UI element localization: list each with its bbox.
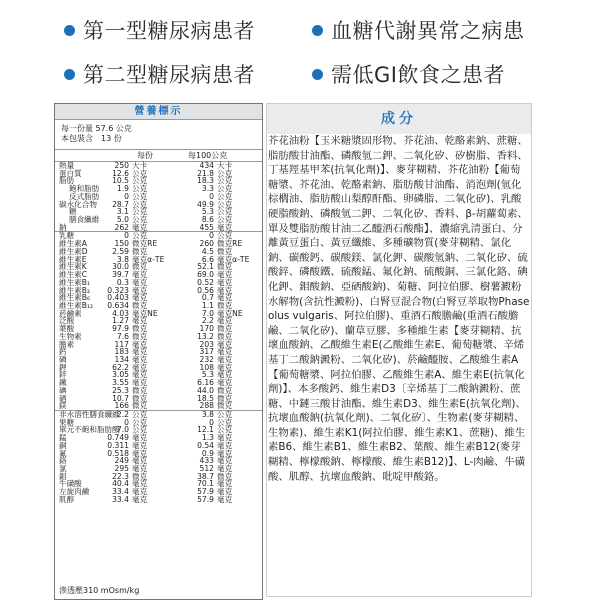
unit-per-serving: 毫克	[132, 354, 148, 364]
bullet-icon	[312, 25, 323, 36]
serving-info	[55, 120, 262, 150]
value-per-serving: 39.7	[112, 270, 129, 280]
value-per-serving: 33.4	[112, 494, 129, 504]
value-per-100g: 18.5	[197, 393, 214, 403]
nutrient-name: 葉酸	[59, 324, 75, 334]
unit-per-serving: 公克	[132, 207, 148, 217]
value-per-serving: 0	[124, 417, 129, 427]
nutrient-name: 碳水化合物	[59, 199, 97, 209]
value-per-serving: 3.8	[116, 254, 129, 264]
value-per-100g: 69.0	[197, 270, 214, 280]
unit-per-serving: 微克RE	[132, 239, 158, 249]
value-per-serving: 250	[114, 161, 129, 170]
value-per-100g: 0	[209, 191, 214, 201]
bullet-icon	[64, 69, 75, 80]
value-per-serving: 4.03	[112, 308, 129, 318]
value-per-100g: 0.7	[201, 293, 214, 303]
unit-per-serving: 毫克	[132, 464, 148, 474]
unit-per-100g: 毫克	[217, 370, 233, 380]
value-per-100g: 70.1	[197, 479, 214, 489]
unit-per-100g: 毫克	[217, 354, 233, 364]
value-per-100g: 1.1	[201, 300, 214, 310]
unit-per-serving: 毫克	[132, 456, 148, 466]
unit-per-serving: 毫克	[132, 285, 148, 295]
unit-per-serving: 微克	[132, 393, 148, 403]
unit-per-100g: 微克	[217, 262, 233, 272]
unit-per-serving: 毫克	[132, 440, 148, 450]
unit-per-serving: 毫克	[132, 347, 148, 357]
unit-per-100g: 微克	[217, 385, 233, 395]
value-per-100g: 0.9	[201, 448, 214, 458]
value-per-100g: 0	[209, 417, 214, 427]
unit-per-100g: 毫克	[217, 285, 233, 295]
value-per-100g: 3.8	[201, 410, 214, 419]
unit-per-100g: 公克	[217, 176, 233, 186]
value-per-serving: 0.518	[107, 448, 129, 458]
nutrient-name: 膳食纖維	[69, 215, 100, 225]
unit-per-100g: 微克	[217, 393, 233, 403]
unit-per-100g: 毫克	[217, 378, 233, 388]
value-per-serving: 0.634	[107, 300, 129, 310]
value-per-100g: 4.5	[201, 246, 214, 256]
nutrient-name: 氯	[59, 464, 67, 474]
target-group-item: 需低GI飲食之患者	[312, 62, 505, 88]
nutrient-name: 維生素B₁	[59, 277, 91, 287]
value-per-100g: 433	[199, 456, 214, 466]
nutrient-name: 菸鹼素	[59, 308, 82, 318]
value-per-100g: 108	[199, 362, 214, 372]
unit-per-100g: 毫克	[217, 293, 233, 303]
unit-per-100g: 公克	[217, 191, 233, 201]
value-per-serving: 0.749	[107, 433, 129, 443]
unit-per-serving: 毫克	[132, 448, 148, 458]
unit-per-100g: 公克	[217, 417, 233, 427]
unit-per-100g: 毫克	[217, 347, 233, 357]
value-per-serving: 7.0	[116, 425, 129, 435]
unit-per-serving: 微克	[132, 262, 148, 272]
unit-per-100g: 微克	[217, 331, 233, 341]
nutrient-name: 硒	[59, 393, 67, 403]
value-per-100g: 7.0	[201, 308, 214, 318]
nutrient-name: 左旋肉鹼	[59, 487, 90, 497]
nutrition-title: 營養標示	[55, 104, 262, 120]
nutrient-name: 牛磺酸	[59, 479, 82, 489]
value-per-100g: 13.2	[197, 331, 214, 341]
nutrient-name: 維生素B₂	[59, 285, 91, 295]
unit-per-100g: 毫克	[217, 487, 233, 497]
nutrient-name: 鋅	[59, 370, 67, 380]
value-per-100g: 5.3	[201, 207, 214, 217]
nutrient-name: 維生素E	[59, 254, 87, 264]
unit-per-100g: 微克	[217, 324, 233, 334]
servings-per-package: 本包裝含 13 份	[61, 134, 122, 143]
target-group-list	[0, 0, 600, 92]
value-per-serving: 295	[114, 464, 129, 474]
unit-per-serving: 微克	[132, 324, 148, 334]
value-per-100g: 38.7	[197, 471, 214, 481]
unit-per-serving: 公克	[132, 215, 148, 225]
unit-per-100g: 毫克	[217, 362, 233, 372]
unit-per-serving: 毫克	[132, 378, 148, 388]
value-per-100g: 18.3	[197, 176, 214, 186]
nutrition-facts-panel	[54, 103, 263, 600]
value-per-serving: 62.2	[112, 362, 129, 372]
nutrient-name: 碘	[59, 385, 67, 395]
unit-per-100g: 公克	[217, 199, 233, 209]
unit-per-100g: 微克	[217, 300, 233, 310]
unit-per-serving: 公克	[132, 231, 148, 241]
value-per-serving: 25.3	[112, 385, 129, 395]
value-per-100g: 232	[199, 354, 214, 364]
value-per-100g: 0.52	[197, 277, 214, 287]
value-per-100g: 12.1	[197, 425, 214, 435]
value-per-100g: 5.3	[201, 370, 214, 380]
nutrient-name: 反式脂肪	[69, 191, 100, 201]
nutrient-name: 果糖	[59, 417, 75, 427]
nutrient-name: 泛酸	[59, 316, 75, 326]
value-per-serving: 7.6	[116, 331, 129, 341]
value-per-serving: 0.3	[116, 277, 129, 287]
unit-per-100g: 毫克	[217, 433, 233, 443]
value-per-serving: 0.323	[107, 285, 129, 295]
unit-per-serving: 微克	[132, 246, 148, 256]
value-per-serving: 0.311	[107, 440, 129, 450]
value-per-100g: 434	[199, 161, 214, 170]
value-per-serving: 10.5	[112, 176, 129, 186]
nutrient-name: 鈉	[59, 222, 67, 232]
unit-per-serving: 毫克	[132, 316, 148, 326]
unit-per-100g: 公克	[217, 231, 233, 241]
value-per-serving: 97.9	[112, 324, 129, 334]
unit-per-serving: 微克	[132, 300, 148, 310]
nutrient-name: 鉀	[59, 362, 67, 372]
value-per-serving: 3.55	[112, 378, 129, 388]
value-per-100g: 0.54	[197, 440, 214, 450]
unit-per-serving: 毫克NE	[132, 308, 158, 318]
nutrient-name: 氟	[59, 448, 67, 458]
unit-per-serving: 微克	[132, 471, 148, 481]
value-per-100g: 6.6	[201, 254, 214, 264]
value-per-100g: 8.6	[201, 215, 214, 225]
target-group-item: 第二型糖尿病患者	[64, 62, 255, 88]
nutrient-name: 糖	[69, 207, 77, 217]
col-per-100g: 每100公克	[188, 151, 228, 160]
nutrient-name: 熱量	[59, 161, 75, 170]
value-per-serving: 3.1	[116, 207, 129, 217]
nutrient-name: 鐵	[59, 378, 67, 388]
unit-per-100g: 毫克NE	[217, 308, 243, 318]
value-per-serving: 262	[114, 222, 129, 232]
value-per-100g: 49.9	[197, 199, 214, 209]
unit-per-serving: 毫克	[132, 293, 148, 303]
unit-per-100g: 毫克α-TE	[217, 254, 250, 264]
unit-per-serving: 公克	[132, 199, 148, 209]
nutrition-row	[55, 496, 262, 504]
value-per-serving: 166	[114, 401, 129, 411]
unit-per-100g: 毫克	[217, 464, 233, 474]
value-per-100g: 52.1	[197, 262, 214, 272]
osmolality: 滲透壓310 mOsm/kg	[59, 586, 140, 595]
unit-per-100g: 毫克	[217, 494, 233, 504]
unit-per-100g: 微克	[217, 401, 233, 411]
value-per-serving: 0.403	[107, 293, 129, 303]
unit-per-100g: 毫克	[217, 339, 233, 349]
value-per-100g: 57.9	[197, 494, 214, 504]
unit-per-100g: 微克	[217, 246, 233, 256]
unit-per-100g: 公克	[217, 168, 233, 178]
value-per-100g: 203	[199, 339, 214, 349]
unit-per-serving: 毫克	[132, 487, 148, 497]
unit-per-serving: 公克	[132, 410, 148, 419]
value-per-100g: 3.3	[201, 184, 214, 194]
nutrient-name: 維生素B₁₂	[59, 300, 94, 310]
nutrient-name: 磷	[59, 354, 67, 364]
value-per-100g: 512	[199, 464, 214, 474]
unit-per-100g: 公克	[217, 184, 233, 194]
nutrient-name: 維生素D	[59, 246, 88, 256]
nutrient-name: 單元不飽和脂肪酸	[59, 425, 120, 435]
unit-per-100g: 毫克	[217, 277, 233, 287]
nutrient-name: 脂肪	[59, 176, 75, 186]
value-per-serving: 30.0	[112, 262, 129, 272]
value-per-serving: 1.9	[116, 184, 129, 194]
unit-per-100g: 毫克	[217, 456, 233, 466]
nutrient-name: 鈣	[59, 347, 67, 357]
nutrient-name: 乳糖	[59, 231, 75, 241]
unit-per-100g: 公克	[217, 207, 233, 217]
nutrient-name: 鎂	[59, 401, 67, 411]
unit-per-100g: 公克	[217, 410, 233, 419]
nutrient-name: 生物素	[59, 331, 82, 341]
value-per-serving: 40.4	[112, 479, 129, 489]
ingredients-panel	[266, 103, 532, 597]
unit-per-serving: 公克	[132, 425, 148, 435]
nutrient-name: 維生素K	[59, 262, 87, 272]
value-per-100g: 6.16	[197, 378, 214, 388]
bullet-icon	[312, 69, 323, 80]
unit-per-serving: 微克	[132, 385, 148, 395]
value-per-100g: 2.2	[201, 316, 214, 326]
unit-per-serving: 毫克	[132, 222, 148, 232]
unit-per-100g: 毫克	[217, 316, 233, 326]
unit-per-serving: 公克	[132, 176, 148, 186]
ingredients-text: 芥花油粉【玉米糖漿固形物、芥花油、乾酪素鈉、蔗糖、脂肪酸甘油酯、磷酸氫二鉀、二氧化矽、矽樹脂、香料、丁基羥基甲苯(抗氧化劑)】、麥芽糊精、芥花油粉【葡萄糖漿、芥花油、乾酪素鈉、脂肪酸甘油酯、消泡劑(氫化棕櫚油、脂肪酸山梨醇酐酯、卵磷脂、二氧化矽)、乳酸硬脂酸鈉、磷酸氫二鉀、二氧化矽、香料、β-胡蘿蔔素、單及雙脂肪酸甘油二乙醯酒石酸酯】、濃縮乳清蛋白、分離黃豆蛋白、黃豆纖維、多種礦物質(麥芽糊精、氯化鈉、碳酸鈣、碳酸鎂、氯化鉀、碳酸氫鈉、二氧化矽、硫酸鋅、磷酸鐵、硫酸錳、氟化鈉、硫酸銅、三氯化鉻、碘化鉀、鉬酸鈉、亞硒酸鈉)、菊糖、阿拉伯膠、樹薯澱粉水解物(含抗性澱粉)、白腎豆混合物(白腎豆萃取物Phaseolus vulgaris、阿拉伯膠)、重酒石酸膽鹼(重酒石酸膽鹼、二氧化矽)、蘭草豆膠、多種維生素【麥芽糊精、抗壞血酸鈉、乙酸維生素E(乙酸維生素E、葡萄糖漿、辛烯基丁二酸鈉澱粉、二氧化矽)、菸鹼醯胺、乙酸維生素A【葡萄糖漿、阿拉伯膠、乙酸維生素A、維生素E(抗氧化劑)】、本多酸鈣、維生素D3〔辛烯基丁二酸鈉澱粉、蔗糖、中鏈三酸甘油酯、維生素D3、維生素E(抗氧化劑)、抗壞血酸鈉(抗氧化劑)、二氧化矽〕、生物素(麥芽糊精、生物素)、維生素K1(阿拉伯膠、維生素K1、蔗糖)、維生素B6、維生素B1、維生素B2、葉酸、維生素B12(麥芽糊精、檸檬酸鈉、檸檬酸、維生素B12)】、L-肉鹼、牛磺酸、肌醇、抗壞血酸鈉、吡啶甲酸鉻。	[268, 135, 530, 483]
value-per-serving: 2.2	[116, 410, 129, 419]
target-group-item: 血糖代謝異常之病患	[312, 18, 525, 44]
nutrient-name: 銅	[59, 440, 67, 450]
unit-per-serving: 毫克	[132, 362, 148, 372]
nutrient-name: 鉻	[59, 456, 67, 466]
unit-per-100g: 公克	[217, 215, 233, 225]
value-per-serving: 0	[124, 191, 129, 201]
value-per-serving: 0	[124, 231, 129, 241]
value-per-serving: 134	[114, 354, 129, 364]
nutrient-name: 維生素B₆	[59, 293, 91, 303]
nutrient-name: 維生素A	[59, 239, 87, 249]
unit-per-serving: 毫克	[132, 277, 148, 287]
value-per-100g: 0	[209, 231, 214, 241]
value-per-100g: 57.9	[197, 487, 214, 497]
nutrient-name: 非水溶性膳食纖維	[59, 410, 120, 419]
value-per-serving: 12.6	[112, 168, 129, 178]
unit-per-100g: 毫克	[217, 270, 233, 280]
value-per-100g: 44.0	[197, 385, 214, 395]
unit-per-serving: 公克	[132, 184, 148, 194]
unit-per-serving: 毫克	[132, 479, 148, 489]
value-per-100g: 288	[199, 401, 214, 411]
value-per-100g: 317	[199, 347, 214, 357]
unit-per-100g: 大卡	[217, 161, 233, 170]
value-per-serving: 249	[114, 456, 129, 466]
value-per-serving: 3.05	[112, 370, 129, 380]
value-per-serving: 2.59	[112, 246, 129, 256]
unit-per-serving: 公克	[132, 417, 148, 427]
value-per-serving: 150	[114, 239, 129, 249]
nutrient-name: 膽素	[59, 339, 75, 349]
nutrient-name: 維生素C	[59, 270, 88, 280]
unit-per-serving: 毫克	[132, 433, 148, 443]
unit-per-serving: 毫克	[132, 270, 148, 280]
value-per-serving: 5.0	[116, 215, 129, 225]
nutrient-name: 飽和脂肪	[69, 184, 100, 194]
unit-per-100g: 毫克	[217, 448, 233, 458]
value-per-serving: 117	[114, 339, 129, 349]
unit-per-100g: 毫克	[217, 222, 233, 232]
value-per-100g: 455	[199, 222, 214, 232]
value-per-100g: 0.56	[197, 285, 214, 295]
serving-size: 每一份量 57.6 公克	[61, 124, 132, 133]
value-per-serving: 183	[114, 347, 129, 357]
unit-per-100g: 毫克	[217, 440, 233, 450]
unit-per-serving: 毫克	[132, 339, 148, 349]
unit-per-100g: 毫克	[217, 479, 233, 489]
nutrition-rows	[55, 162, 262, 504]
bullet-icon	[64, 25, 75, 36]
unit-per-serving: 公克	[132, 168, 148, 178]
unit-per-serving: 毫克	[132, 494, 148, 504]
value-per-serving: 22.3	[112, 471, 129, 481]
unit-per-serving: 大卡	[132, 161, 148, 170]
unit-per-serving: 毫克α-TE	[132, 254, 165, 264]
unit-per-serving: 公克	[132, 191, 148, 201]
nutrient-name: 肌醇	[59, 494, 75, 504]
unit-per-100g: 公克	[217, 425, 233, 435]
value-per-serving: 33.4	[112, 487, 129, 497]
unit-per-100g: 微克	[217, 471, 233, 481]
nutrition-row	[55, 402, 262, 410]
unit-per-100g: 微克RE	[217, 239, 243, 249]
unit-per-serving: 毫克	[132, 370, 148, 380]
target-group-item: 第一型糖尿病患者	[64, 18, 255, 44]
unit-per-serving: 微克	[132, 331, 148, 341]
ingredients-title: 成分	[267, 104, 531, 134]
value-per-serving: 10.7	[112, 393, 129, 403]
value-per-100g: 260	[199, 239, 214, 249]
nutrient-name: 鉬	[59, 471, 67, 481]
nutrient-name: 蛋白質	[59, 168, 82, 178]
value-per-100g: 21.8	[197, 168, 214, 178]
value-per-100g: 170	[199, 324, 214, 334]
unit-per-serving: 微克	[132, 401, 148, 411]
value-per-serving: 1.27	[112, 316, 129, 326]
value-per-100g: 1.3	[201, 433, 214, 443]
value-per-serving: 28.7	[112, 199, 129, 209]
nutrient-name: 錳	[59, 433, 67, 443]
col-per-serving: 每份	[137, 151, 153, 160]
